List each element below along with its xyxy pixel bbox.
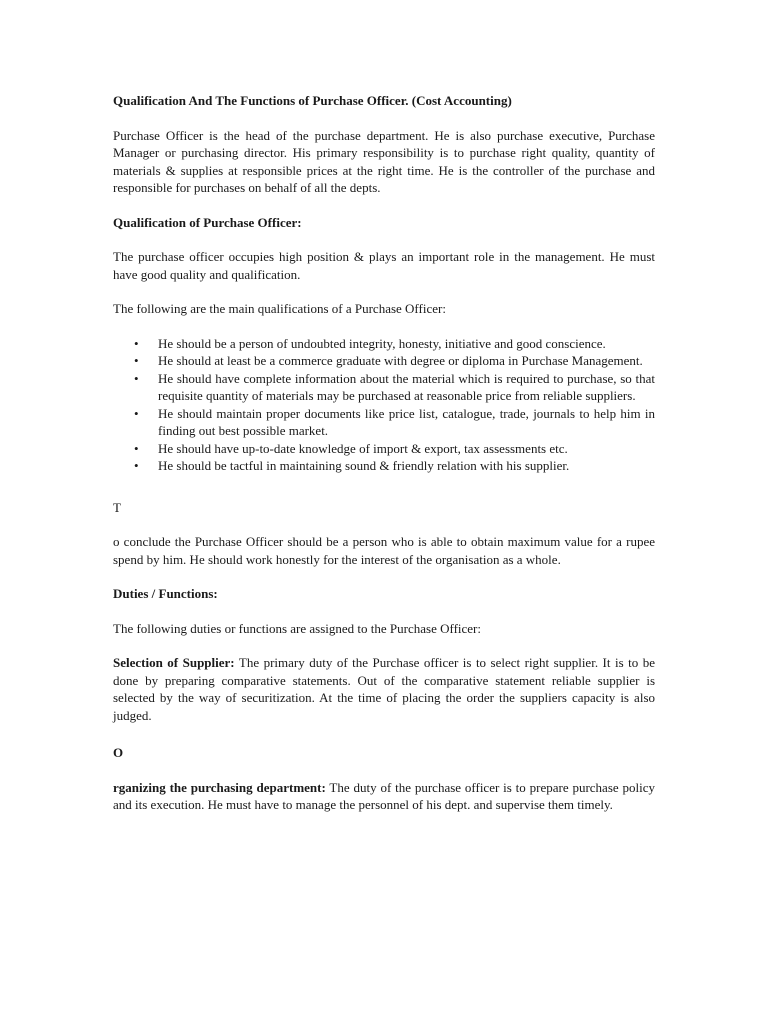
list-item-text: He should maintain proper documents like price list, catalogue, trade, journals to help him in finding out best possible market. — [158, 405, 655, 438]
list-item — [113, 352, 655, 370]
list-item — [113, 335, 655, 353]
dropcap-o: O — [113, 745, 124, 760]
list-item-text: He should have complete information about the material which is required to purchase, so that requisite quantity of materials may be purchased at reasonable price from reliable suppliers. — [158, 370, 655, 403]
selection-paragraph — [113, 654, 655, 724]
qualification-lead: The following are the main qualifications of a Purchase Officer: — [113, 301, 446, 316]
bullet-icon: • — [134, 370, 139, 386]
document-title: Qualification And The Functions of Purchase Officer. (Cost Accounting) — [113, 93, 512, 108]
duties-lead: The following duties or functions are assigned to the Purchase Officer: — [113, 620, 481, 636]
organizing-label: rganizing the purchasing department: — [113, 779, 326, 795]
organizing-paragraph — [113, 779, 655, 814]
list-item-text: He should be a person of undoubted integrity, honesty, initiative and good conscience. — [158, 335, 606, 351]
bullet-icon: • — [134, 458, 139, 473]
list-item — [113, 405, 655, 440]
list-item-text: He should have up-to-date knowledge of import & export, tax assessments etc. — [158, 440, 568, 456]
qualification-list — [113, 335, 655, 475]
list-item — [113, 370, 655, 405]
bullet-icon: • — [134, 440, 139, 456]
list-item-text: He should be tactful in maintaining sound & friendly relation with his supplier. — [158, 458, 570, 473]
bullet-icon: • — [134, 405, 139, 421]
conclusion-paragraph: o conclude the Purchase Officer should be a person who is able to obtain maximum value for a rupee spend by him. He should work honestly for the interest of the organisation as a whole. — [113, 534, 655, 567]
organizing-text: The duty of the purchase officer is to prepare purchase policy and its execution. He must have to manage the personnel of his dept. and supervise them timely. — [113, 779, 655, 812]
intro-paragraph: Purchase Officer is the head of the purchase department. He is also purchase executive, Purchase Manager or purchasing director. His primary responsibility is to purchase right quality, quantity of materials & supplies at responsible prices at the right time. He is the controller of the purchase and responsible for purchases on behalf of all the depts. — [113, 127, 655, 195]
list-item — [113, 440, 655, 458]
dropcap-t: T — [113, 499, 121, 515]
document-body — [113, 92, 655, 814]
duties-heading: Duties / Functions: — [113, 586, 218, 601]
bullet-icon: • — [134, 353, 139, 368]
bullet-icon: • — [134, 335, 139, 351]
qualification-heading: Qualification of Purchase Officer: — [113, 214, 302, 230]
selection-text: The primary duty of the Purchase officer is to select right supplier. It is to be done by preparing comparative statements. Out of the comparative statement reliable supplier is selected by the way of securitization. At the time of placing the order the suppliers capacity is also judged. — [113, 655, 655, 723]
selection-label: Selection of Supplier: — [113, 655, 235, 670]
list-item-text: He should at least be a commerce graduate with degree or diploma in Purchase Management. — [158, 353, 643, 368]
list-item — [113, 457, 655, 475]
qualification-paragraph: The purchase officer occupies high position & plays an important role in the management. He must have good quality and qualification. — [113, 249, 655, 282]
